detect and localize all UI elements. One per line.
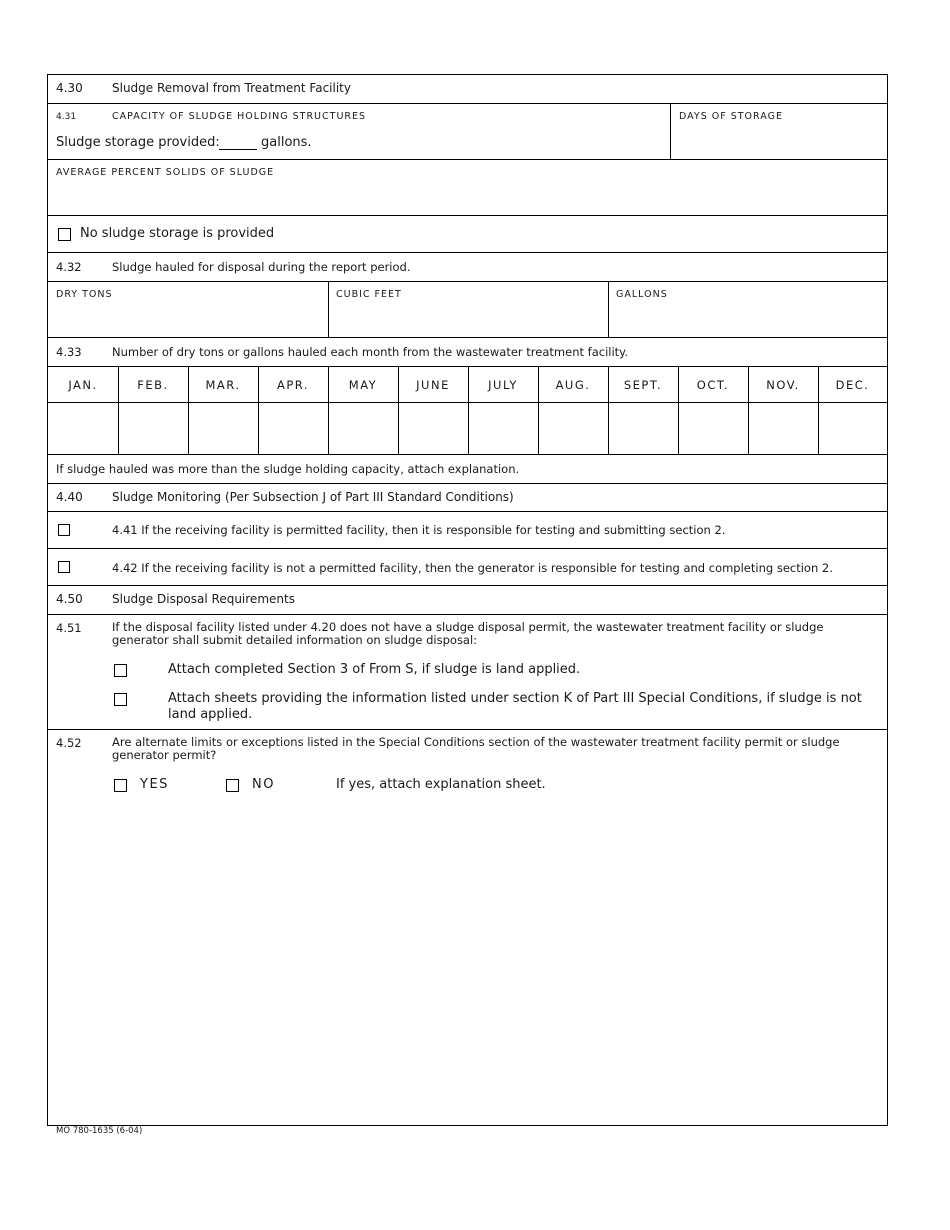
section-4-52-text: Are alternate limits or exceptions listed in the Special Conditions section of the wastewater treatment facility permit or sludge generator permit? bbox=[112, 735, 840, 762]
divider bbox=[818, 403, 819, 454]
divider bbox=[258, 403, 259, 454]
no-checkbox[interactable] bbox=[226, 779, 239, 792]
divider bbox=[608, 282, 609, 337]
hauled-amounts-row bbox=[48, 282, 887, 338]
dry-tons-label: DRY TONS bbox=[56, 289, 113, 300]
storage-prefix: Sludge storage provided: bbox=[56, 135, 220, 150]
section-title: Sludge hauled for disposal during the report period. bbox=[112, 260, 411, 274]
divider bbox=[748, 403, 749, 454]
storage-gallons-field[interactable] bbox=[219, 134, 257, 150]
section-number: 4.33 bbox=[56, 345, 82, 359]
section-4-51 bbox=[48, 615, 887, 730]
divider bbox=[188, 403, 189, 454]
section-title: Sludge Disposal Requirements bbox=[112, 592, 295, 606]
explanation-sheet-note: If yes, attach explanation sheet. bbox=[336, 777, 546, 792]
not-land-applied-option: Attach sheets providing the information listed under section K of Part III Special Conditions, if sludge is not land applied. bbox=[168, 691, 862, 722]
sludge-form bbox=[47, 74, 888, 1126]
section-number: 4.31 bbox=[56, 112, 77, 122]
month-may: MAY bbox=[348, 378, 378, 392]
section-number: 4.50 bbox=[56, 592, 83, 606]
average-solids-label: AVERAGE PERCENT SOLIDS OF SLUDGE bbox=[56, 167, 275, 178]
form-number: MO 780-1635 (6-04) bbox=[56, 1126, 143, 1136]
days-of-storage-label: DAYS OF STORAGE bbox=[679, 111, 783, 122]
section-4-51-text: If the disposal facility listed under 4.20 does not have a sludge disposal permit, the wastewater treatment facility or sludge generator shall submit detailed information on sludge disposal: bbox=[112, 620, 824, 647]
land-applied-checkbox[interactable] bbox=[114, 664, 127, 677]
section-number: 4.40 bbox=[56, 490, 83, 504]
explanation-note-row bbox=[48, 455, 887, 484]
not-land-applied-checkbox[interactable] bbox=[114, 693, 127, 706]
section-4-32 bbox=[48, 253, 887, 282]
month-july: JULY bbox=[488, 378, 518, 392]
divider bbox=[538, 403, 539, 454]
explanation-note: If sludge hauled was more than the sludge holding capacity, attach explanation. bbox=[56, 462, 520, 476]
section-4-41-text: 4.41 If the receiving facility is permitted facility, then it is responsible for testing and submitting section 2. bbox=[112, 523, 726, 537]
month-mar: MAR. bbox=[205, 378, 241, 392]
month-nov: NOV. bbox=[766, 378, 800, 392]
land-applied-option: Attach completed Section 3 of From S, if sludge is land applied. bbox=[168, 662, 581, 677]
month-feb: FEB. bbox=[137, 378, 169, 392]
section-4-31 bbox=[48, 104, 887, 160]
section-4-50 bbox=[48, 586, 887, 615]
divider bbox=[118, 403, 119, 454]
divider bbox=[468, 403, 469, 454]
no-label: NO bbox=[252, 777, 275, 792]
average-solids-row[interactable] bbox=[48, 160, 887, 216]
section-number: 4.32 bbox=[56, 260, 82, 274]
cubic-feet-label: CUBIC FEET bbox=[336, 289, 402, 300]
month-sept: SEPT. bbox=[623, 378, 663, 392]
month-june: JUNE bbox=[416, 378, 450, 392]
month-apr: APR. bbox=[276, 378, 310, 392]
section-4-30 bbox=[48, 75, 887, 104]
section-4-42-text: 4.42 If the receiving facility is not a permitted facility, then the generator is responsible for testing and completing section 2. bbox=[112, 561, 833, 575]
section-title: Sludge Removal from Treatment Facility bbox=[112, 81, 351, 95]
section-title: Number of dry tons or gallons hauled each month from the wastewater treatment facility. bbox=[112, 345, 628, 359]
yes-checkbox[interactable] bbox=[114, 779, 127, 792]
no-storage-checkbox[interactable] bbox=[58, 228, 71, 241]
section-number: 4.30 bbox=[56, 81, 83, 95]
divider bbox=[328, 282, 329, 337]
month-dec: DEC. bbox=[835, 378, 870, 392]
divider bbox=[328, 403, 329, 454]
section-4-33 bbox=[48, 338, 887, 367]
section-4-42 bbox=[48, 549, 887, 586]
yes-label: YES bbox=[140, 777, 169, 792]
month-aug: AUG. bbox=[555, 378, 591, 392]
divider bbox=[670, 104, 671, 159]
no-storage-label: No sludge storage is provided bbox=[80, 226, 275, 241]
month-jan: JAN. bbox=[68, 378, 98, 392]
storage-suffix: gallons. bbox=[261, 135, 312, 150]
permitted-facility-checkbox[interactable] bbox=[58, 524, 70, 536]
divider bbox=[678, 403, 679, 454]
section-number: 4.52 bbox=[56, 736, 82, 750]
months-header-row bbox=[48, 367, 887, 403]
months-values-row bbox=[48, 403, 887, 455]
section-4-52 bbox=[48, 730, 887, 1125]
no-storage-row bbox=[48, 216, 887, 253]
section-4-41 bbox=[48, 512, 887, 549]
not-permitted-facility-checkbox[interactable] bbox=[58, 561, 70, 573]
divider bbox=[608, 403, 609, 454]
divider bbox=[398, 403, 399, 454]
capacity-label: CAPACITY OF SLUDGE HOLDING STRUCTURES bbox=[112, 111, 367, 122]
section-4-40 bbox=[48, 484, 887, 512]
gallons-label: GALLONS bbox=[616, 289, 668, 300]
month-oct: OCT. bbox=[696, 378, 730, 392]
section-number: 4.51 bbox=[56, 621, 82, 635]
section-title: Sludge Monitoring (Per Subsection J of Part III Standard Conditions) bbox=[112, 490, 514, 504]
